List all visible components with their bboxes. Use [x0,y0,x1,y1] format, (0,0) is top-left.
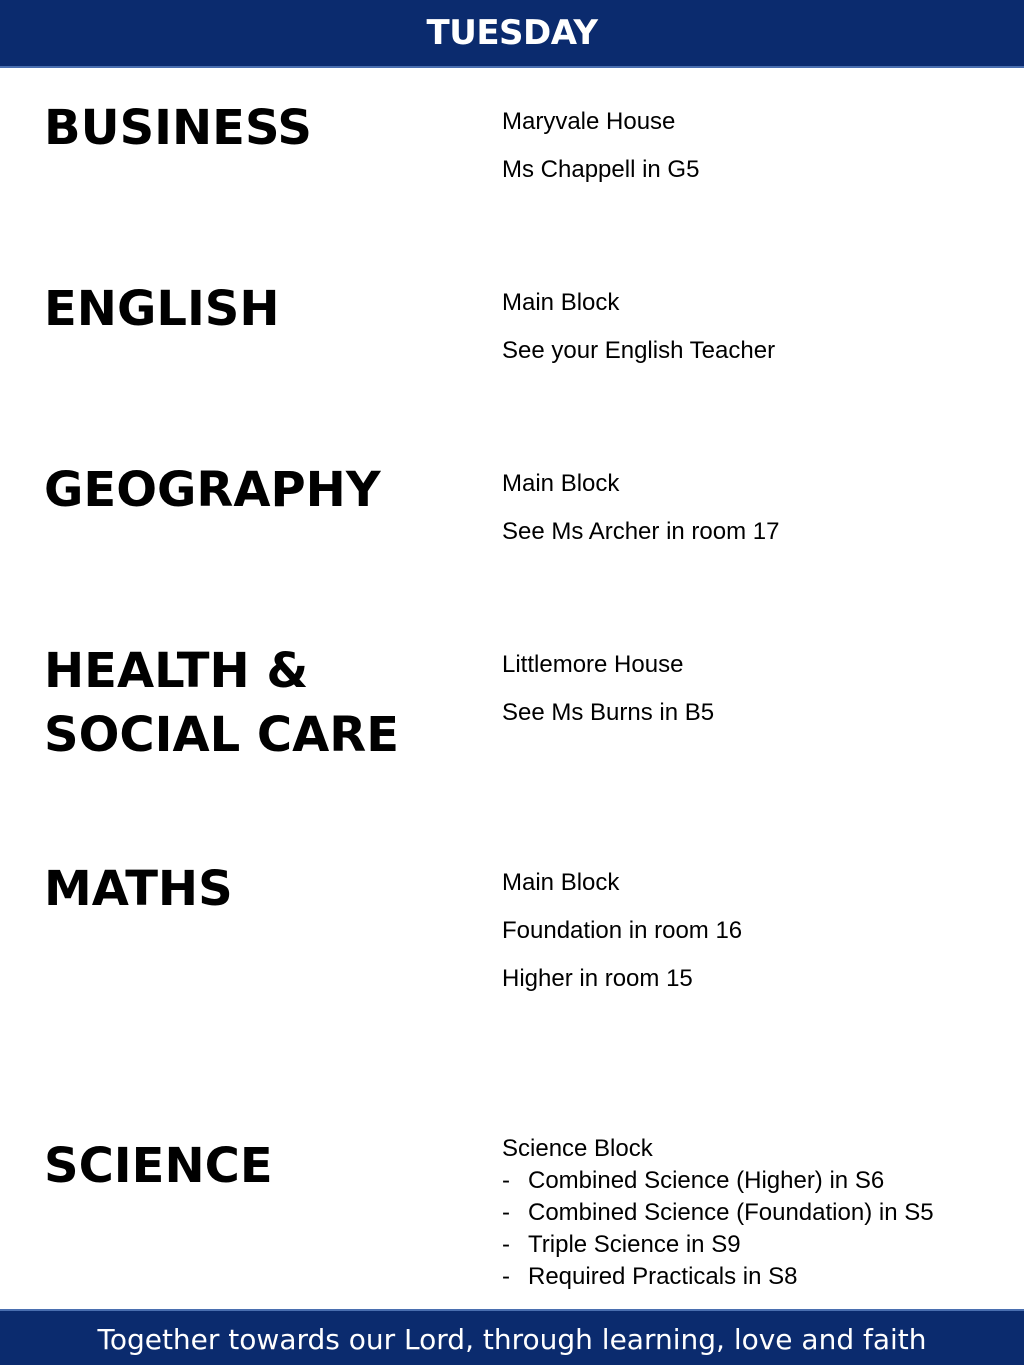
maths-details [502,867,1002,1011]
science-combined-foundation: Combined Science (Foundation) in S5 [528,1199,934,1226]
business-location: Maryvale House [502,108,676,135]
day-title: TUESDAY [426,13,598,53]
science-practicals: Required Practicals in S8 [528,1263,798,1290]
dash-bullet: - [502,1199,510,1226]
footer-banner [0,1309,1024,1365]
subject-science: SCIENCE [44,1138,273,1194]
maths-location: Main Block [502,869,620,896]
subject-health-social-care [44,639,464,767]
english-location: Main Block [502,289,620,316]
school-motto: Together towards our Lord, through learning, love and faith [97,1322,927,1356]
health-teacher: See Ms Burns in B5 [502,699,715,726]
geography-teacher: See Ms Archer in room 17 [502,518,780,545]
science-combined-higher: Combined Science (Higher) in S6 [528,1167,885,1194]
subject-maths: MATHS [44,861,233,917]
science-item [502,1197,1002,1229]
business-details [502,106,1002,202]
science-item [502,1261,1002,1293]
science-details [502,1133,1002,1293]
science-location: Science Block [502,1135,653,1162]
subject-business: BUSINESS [44,100,312,156]
geography-location: Main Block [502,470,620,497]
subject-health-line2: SOCIAL CARE [44,707,400,763]
science-item [502,1229,1002,1261]
science-triple: Triple Science in S9 [528,1231,741,1258]
english-teacher: See your English Teacher [502,337,776,364]
business-teacher: Ms Chappell in G5 [502,156,700,183]
dash-bullet: - [502,1167,510,1194]
health-location: Littlemore House [502,651,684,678]
english-details [502,287,1002,383]
geography-details [502,468,1002,564]
dash-bullet: - [502,1263,510,1290]
health-details [502,649,1002,745]
subject-health-line1: HEALTH & [44,643,309,699]
maths-foundation: Foundation in room 16 [502,917,743,944]
header-banner [0,0,1024,68]
maths-higher: Higher in room 15 [502,965,693,992]
science-item [502,1165,1002,1197]
subject-geography: GEOGRAPHY [44,462,381,518]
subject-english: ENGLISH [44,281,280,337]
dash-bullet: - [502,1231,510,1258]
